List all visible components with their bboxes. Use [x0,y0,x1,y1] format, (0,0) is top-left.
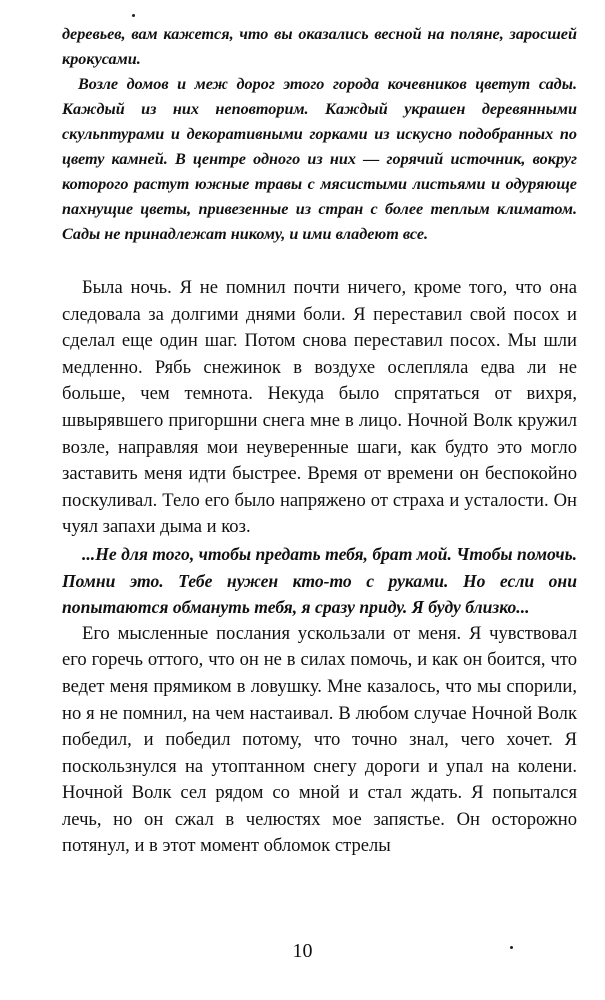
print-speck [132,14,135,17]
page-number: 10 [292,940,313,962]
body-paragraph-1: Была ночь. Я не помнил почти ничего, кроме того, что она следовала за долгими днями боли. Я переставил свой посох и сделал еще один шаг. Потом снова переставил посох. Мы шли медленно. Рябь снежинок в воздухе ослепляла едва ли не больше, чем темнота. Некуда было спрятаться от вихря, швырявшего пригоршни снега мне в лицо. Ночной Волк кружил возле, направляя мои неуверенные шаги, как будто это могло заставить меня идти быстрее. Время от времени он беспокойно поскуливал. Тело его было напряжено от страха и усталости. Он чуял запахи дыма и коз. [62,277,577,538]
epigraph-paragraph-2: Возле домов и меж дорог этого города кочевников цветут сады. Каждый из них неповторим. Каждый украшен деревянными скульптурами и декоративными горками из искусно подобранных по цвету камней. В центре одного из них — горячий источник, вокруг которого растут южные травы с мясистыми листьями и одуряюще пахнущие цветы, привезенные из стран с более теплым климатом. Сады не принадлежат никому, и ими владеют все. [62,75,577,243]
page-content [62,22,577,860]
epigraph-paragraph-1: деревьев, вам кажется, что вы оказались весной на поляне, заросшей крокусами. [62,25,577,68]
body-text [62,275,577,860]
body-paragraph-3: Его мысленные послания ускользали от меня. Я чувствовал его горечь оттого, что он не в силах помочь, и как он боится, что ведет меня прямиком в ловушку. Мне казалось, что мы спорили, но я не помнил, на чем настаивал. В любом случае Ночной Волк победил, и победил потому, что точно знал, чего хочет. Я поскользнулся на утоптанном снегу дороги и упал на колени. Ночной Волк сел рядом со мной и стал ждать. Я попытался лечь, но он сжал в челюстях мое запястье. Он осторожно потянул, и в этот момент обломок стрелы [62,622,577,857]
print-speck [510,946,513,949]
body-paragraph-thought: ...Не для того, чтобы предать тебя, брат мой. Чтобы помочь. Помни это. Тебе нужен кто-то с руками. Но если они попытаются обмануть тебя, я сразу приду. Я буду близко... [62,543,578,618]
epigraph-block [62,22,577,247]
